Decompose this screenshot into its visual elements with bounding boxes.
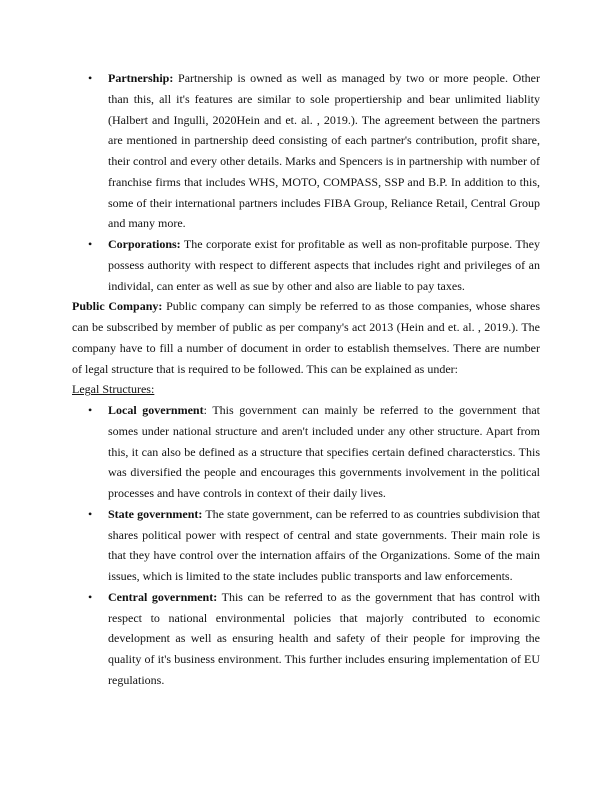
bullet-icon: • bbox=[88, 237, 93, 251]
list-item-state-government bbox=[72, 504, 540, 587]
legal-structures-list bbox=[72, 400, 540, 691]
term: Public Company: bbox=[72, 299, 163, 314]
public-company-paragraph bbox=[72, 296, 540, 379]
list-item-partnership bbox=[72, 68, 540, 234]
bullet-icon: • bbox=[88, 403, 93, 417]
term: Central government: bbox=[108, 589, 218, 604]
term: State government: bbox=[108, 506, 203, 521]
ownership-list bbox=[72, 68, 540, 296]
term: Local government bbox=[108, 403, 204, 417]
item-text: This can be referred to as the government that has control with respect to national environmental policies that majorly contributed to economic development as well as ensuring health and safety of their people for improving the quality of it's business environment. This further includes ensuring implementation of EU regulations. bbox=[108, 589, 540, 687]
legal-structures-heading: Legal Structures: bbox=[72, 382, 155, 397]
list-item-corporations bbox=[72, 234, 540, 296]
paragraph-text: Public company can simply be referred to as those companies, whose shares can be subscribed by member of public as per company's act 2013 (Hein and et. al. , 2019.). The company have to fill a number of document in order to establish themselves. There are number of legal structure that is required to be followed. This can be explained as under: bbox=[72, 299, 540, 376]
list-item-local-government bbox=[72, 400, 540, 504]
bullet-icon: • bbox=[88, 589, 93, 604]
item-text: : This government can mainly be referred to the government that somes under national structure and aren't included under any other structure. Apart from this, it can also be defined as a structure that specifies certain defined characterstics. This was diversified the people and encourages this governments involvement in the political processes and have controls in context of their daily lives. bbox=[108, 403, 541, 500]
bullet-icon: • bbox=[88, 506, 93, 521]
term: Corporations: bbox=[108, 237, 181, 251]
item-text: The state government, can be referred to as countries subdivision that shares political power with respect of central and state governments. Their main role is that they have control over the internation affairs of the Organizations. Some of the main issues, which is limited to the state includes public transports and law enforcements. bbox=[108, 506, 540, 583]
bullet-icon: • bbox=[88, 71, 93, 85]
document-page bbox=[72, 68, 540, 691]
item-text: The corporate exist for profitable as well as non-profitable purpose. They possess authority with respect to different aspects that includes right and privileges of an individal, can enter as well as sue by other and also are liable to pay taxes. bbox=[108, 237, 540, 293]
list-item-central-government bbox=[72, 587, 540, 691]
item-text: Partnership is owned as well as managed by two or more people. Other than this, all it's features are similar to sole propertiership and bear unlimited liablity (Halbert and Ingulli, 2020Hein and et. al. , 2019.). The agreement between the partners are mentioned in partnership deed consisting of each partner's contribution, profit share, their control and every other details. Marks and Spencers is in partnership with number of franchise firms that includes WHS, MOTO, COMPASS, SSP and B.P. In addition to this, some of their international partners includes FIBA Group, Reliance Retail, Central Group and many more. bbox=[108, 71, 540, 231]
term: Partnership: bbox=[108, 71, 174, 85]
